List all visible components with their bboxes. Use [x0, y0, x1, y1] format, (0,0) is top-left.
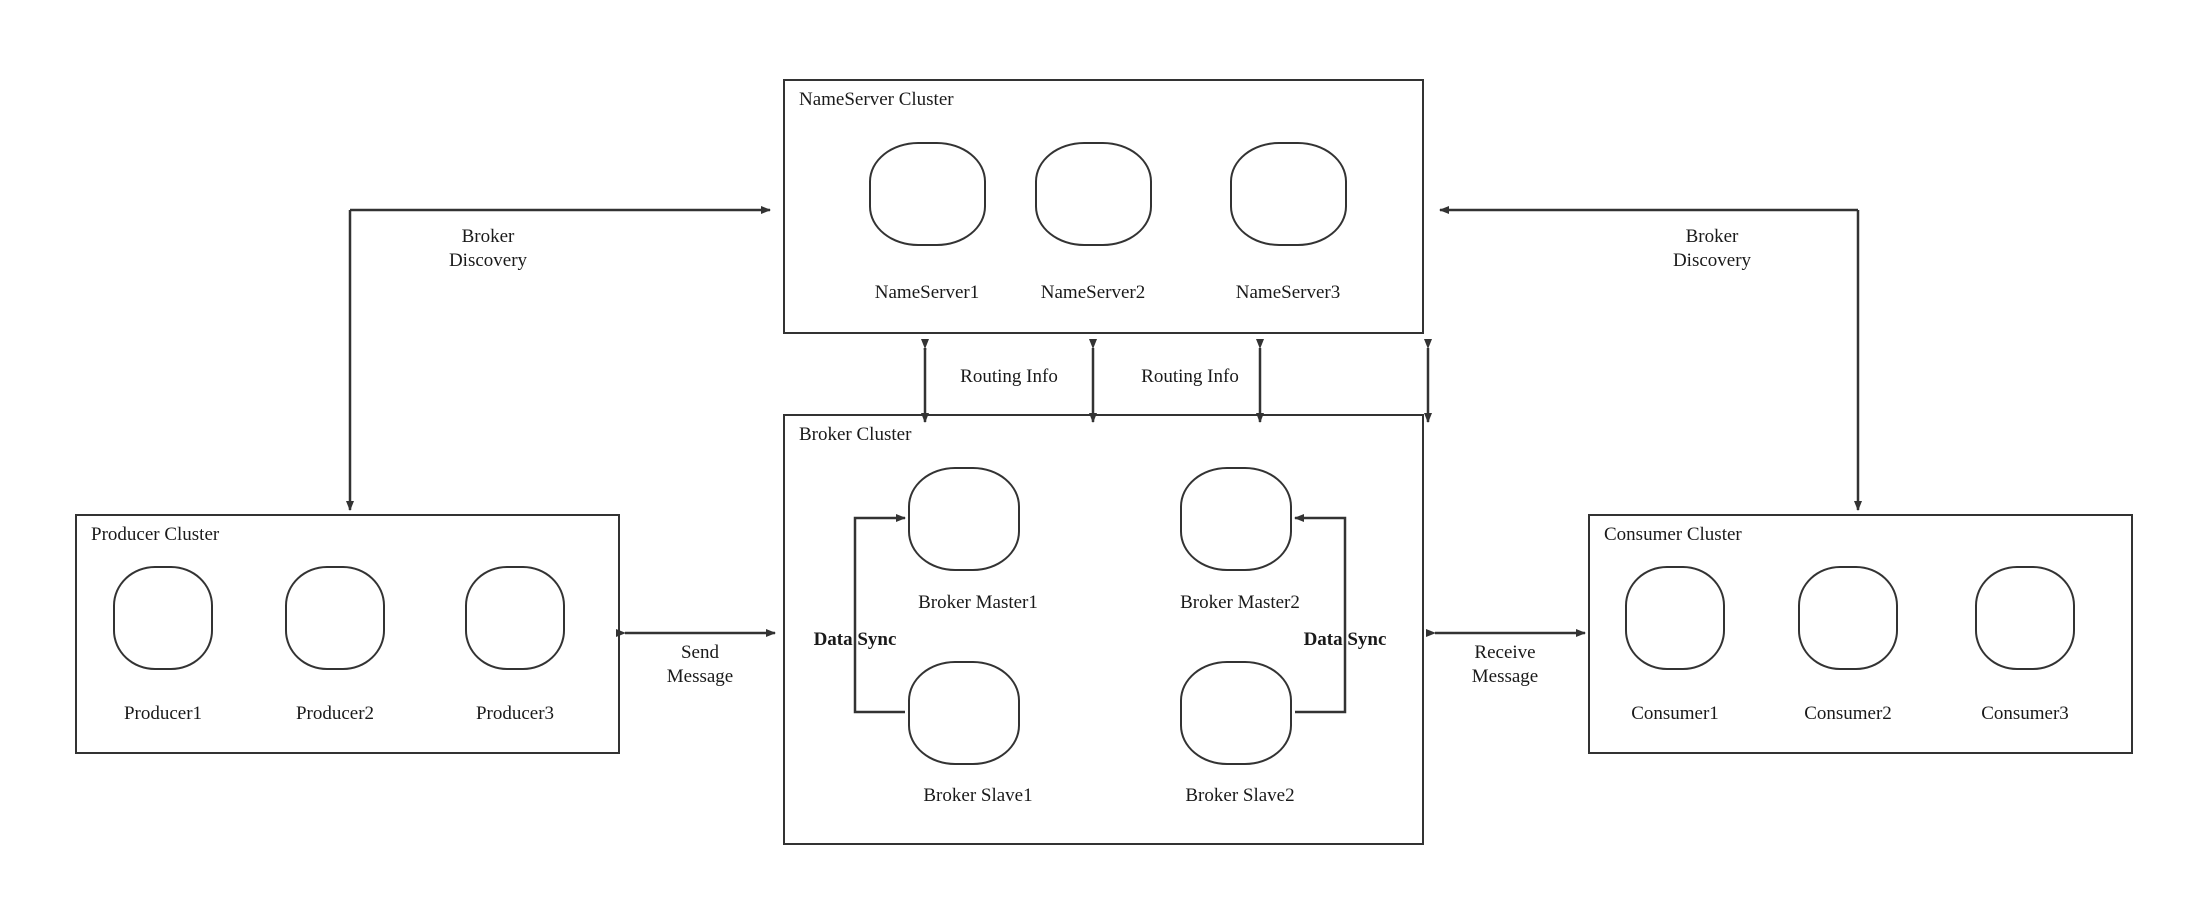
- node-consumer1[interactable]: [1625, 566, 1725, 670]
- node-consumer3[interactable]: [1975, 566, 2075, 670]
- node-label-consumer2: Consumer2: [1804, 703, 1892, 724]
- node-label-nameserver2: NameServer2: [1040, 282, 1146, 303]
- edge-label-broker-discovery-right: [1673, 225, 1751, 273]
- node-label-nameserver3: NameServer3: [1235, 282, 1341, 303]
- edge-label-broker-discovery-left-line1: Broker: [461, 226, 515, 247]
- node-broker-master1[interactable]: [908, 467, 1020, 571]
- node-broker-slave1[interactable]: [908, 661, 1020, 765]
- node-label-broker-slave1: Broker Slave1: [923, 785, 1033, 806]
- edge-label-routing-info-right-line1: Routing Info: [1141, 366, 1239, 387]
- edge-label-broker-discovery-right-line1: Broker: [1685, 226, 1739, 247]
- cluster-title-consumer: Consumer Cluster: [1604, 524, 1742, 545]
- edge-producer-to-nameserver: [350, 210, 770, 510]
- edge-label-receive-message: [1472, 641, 1538, 689]
- edge-consumer-to-nameserver: [1440, 210, 1858, 510]
- node-label-broker-master1: Broker Master1: [918, 592, 1038, 613]
- edge-label-send-message-line1: Send: [680, 642, 719, 663]
- edge-label-routing-info-left: [960, 365, 1058, 389]
- edge-label-send-message-line2: Message: [666, 665, 734, 687]
- cluster-title-nameserver: NameServer Cluster: [799, 89, 954, 110]
- node-label-broker-slave2: Broker Slave2: [1185, 785, 1295, 806]
- edge-label-broker-discovery-right-line2: Discovery: [1672, 249, 1752, 271]
- cluster-title-broker: Broker Cluster: [799, 424, 912, 445]
- node-nameserver1[interactable]: [869, 142, 986, 246]
- edge-label-send-message: [667, 641, 733, 689]
- cluster-title-producer: Producer Cluster: [91, 524, 220, 545]
- edge-label-broker-discovery-left-line2: Discovery: [448, 249, 528, 271]
- edge-label-data-sync-right-line1: Data Sync: [1303, 629, 1387, 650]
- edge-label-routing-info-right: [1141, 365, 1239, 389]
- node-label-producer2: Producer2: [295, 703, 375, 724]
- node-label-nameserver1: NameServer1: [874, 282, 980, 303]
- node-label-producer1: Producer1: [123, 703, 203, 724]
- node-nameserver3[interactable]: [1230, 142, 1347, 246]
- edge-label-data-sync-left-line1: Data Sync: [813, 629, 897, 650]
- node-label-producer3: Producer3: [475, 703, 555, 724]
- edge-label-data-sync-right: [1304, 628, 1387, 652]
- node-label-consumer1: Consumer1: [1631, 703, 1719, 724]
- node-nameserver2[interactable]: [1035, 142, 1152, 246]
- edge-label-broker-discovery-left: [449, 225, 527, 273]
- edge-label-data-sync-left: [814, 628, 897, 652]
- node-broker-slave2[interactable]: [1180, 661, 1292, 765]
- edge-label-receive-message-line1: Receive: [1474, 642, 1536, 663]
- node-label-broker-master2: Broker Master2: [1180, 592, 1300, 613]
- node-producer1[interactable]: [113, 566, 213, 670]
- edge-label-routing-info-left-line1: Routing Info: [960, 366, 1058, 387]
- node-producer2[interactable]: [285, 566, 385, 670]
- edge-label-receive-message-line2: Message: [1471, 665, 1539, 687]
- node-label-consumer3: Consumer3: [1981, 703, 2069, 724]
- node-broker-master2[interactable]: [1180, 467, 1292, 571]
- node-producer3[interactable]: [465, 566, 565, 670]
- node-consumer2[interactable]: [1798, 566, 1898, 670]
